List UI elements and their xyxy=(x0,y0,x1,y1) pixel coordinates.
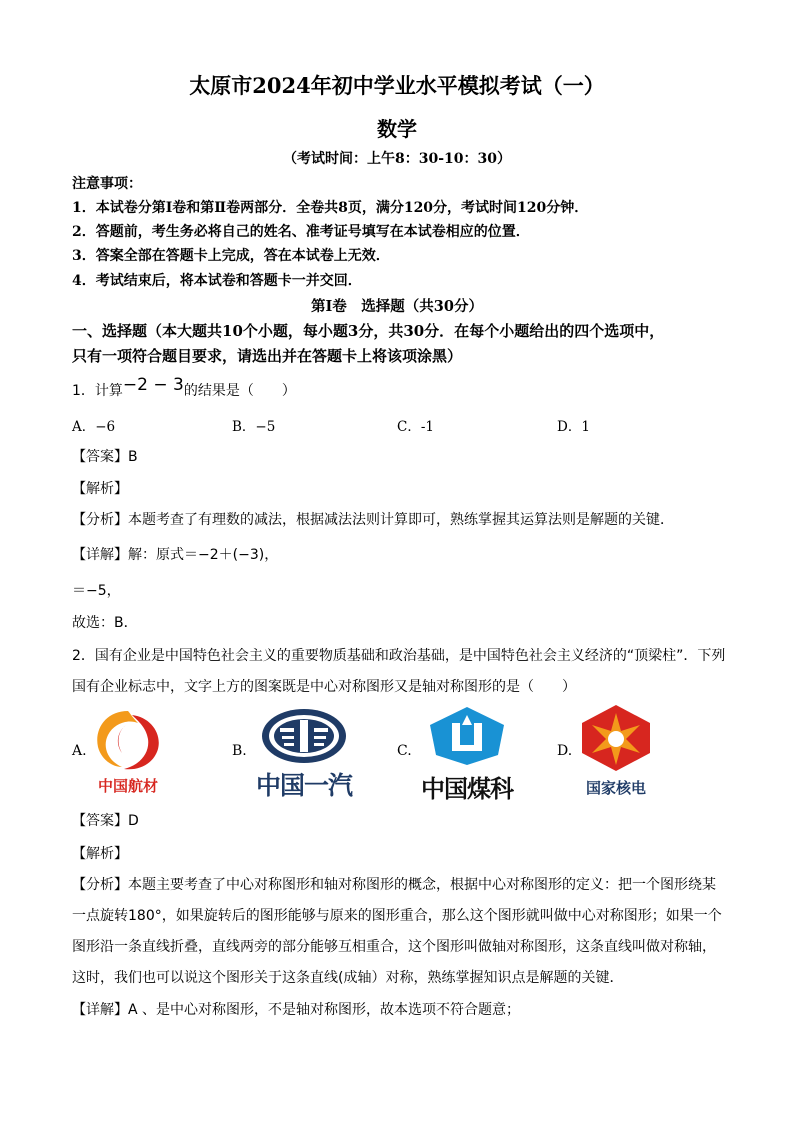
part1-heading: 第Ⅰ卷 选择题（共30分） xyxy=(311,298,483,315)
q1-detail: 故选：B． xyxy=(72,615,138,631)
q1-answer: 【答案】B xyxy=(72,449,138,465)
q1-fenxi: 【分析】本题考查了有理数的减法，根据减法法则计算即可，熟练掌握其运算法则是解题的关键． xyxy=(72,512,674,528)
zhongguo-hangcai-logo xyxy=(88,703,168,799)
q2-option-a-label: A. xyxy=(72,743,87,759)
q1-stem-prefix: 1．计算 xyxy=(72,383,123,399)
q1-expression: −2 − 3 xyxy=(122,375,184,395)
q1-analysis-heading: 【解析】 xyxy=(72,481,128,497)
q2-answer: 【答案】D xyxy=(72,813,139,829)
q2-logo-d-text: 国家核电 xyxy=(585,779,646,797)
q2-option-b-label: B. xyxy=(232,743,247,759)
q2-analysis-heading: 【解析】 xyxy=(72,846,128,862)
exam-time: （考试时间：上午8：30-10：30） xyxy=(283,151,511,167)
guojia-hedian-logo xyxy=(576,703,656,799)
meike-emblem-icon xyxy=(414,705,520,767)
q2-fenxi: 一点旋转180°，如果旋转后的图形能够与原来的图形重合，那么这个图形就叫做中心对称图形；如果一个 xyxy=(72,908,722,924)
exam-title: 太原市2024年初中学业水平模拟考试（一） xyxy=(189,73,605,98)
q2-fenxi: 图形沿一条直线折叠，直线两旁的部分能够互相重合，这个图形叫做轴对称图形，这条直线叫做对称轴， xyxy=(72,939,716,955)
notice-item: 2．答题前，考生务必将自己的姓名、准考证号填写在本试卷相应的位置． xyxy=(72,224,530,240)
q1-option-c: C．-1 xyxy=(397,419,434,435)
q1-stem xyxy=(72,375,734,400)
q2-option-c-label: C. xyxy=(397,743,412,759)
hedian-emblem-icon xyxy=(576,703,656,773)
notice-heading: 注意事项： xyxy=(72,176,142,192)
q2-stem: 国有企业标志中，文字上方的图案既是中心对称图形又是轴对称图形的是（ ） xyxy=(72,679,576,695)
notice-item: 1．本试卷分第Ⅰ卷和第Ⅱ卷两部分．全卷共8页，满分120分，考试时间120分钟． xyxy=(72,200,589,216)
q2-option-d-label: D. xyxy=(557,743,573,759)
q2-stem: 2．国有企业是中国特色社会主义的重要物质基础和政治基础，是中国特色社会主义经济的“顶梁柱”．下列 xyxy=(72,648,726,664)
q1-stem-suffix: 的结果是（ ） xyxy=(183,383,296,399)
q1-detail: ＝−5， xyxy=(72,583,121,599)
zhongguo-meike-logo xyxy=(414,705,520,803)
q2-detail: 【详解】A 、是中心对称图形，不是轴对称图形，故本选项不符合题意； xyxy=(72,1002,521,1018)
subject-title: 数学 xyxy=(377,117,417,141)
zhongguo-yiqi-logo xyxy=(250,706,358,798)
part1-instruction: 一、选择题（本大题共10个小题，每小题3分，共30分．在每个小题给出的四个选项中， xyxy=(72,322,665,340)
yiqi-emblem-icon xyxy=(250,706,358,766)
q1-option-d: D．1 xyxy=(557,419,590,435)
q2-fenxi: 这时，我们也可以说这个图形关于这条直线(成轴）对称，熟练掌握知识点是解题的关键． xyxy=(72,970,624,986)
q1-option-a: A．−6 xyxy=(72,419,116,435)
q2-logo-a-text: 中国航材 xyxy=(97,777,158,795)
notice-item: 3．答案全部在答题卡上完成，答在本试卷上无效． xyxy=(72,248,390,264)
q2-logo-c-text: 中国煤科 xyxy=(421,775,513,803)
q1-option-b: B．−5 xyxy=(232,419,276,435)
q2-logo-b-text: 中国一汽 xyxy=(255,771,352,800)
notice-item: 4．考试结束后，将本试卷和答题卡一并交回． xyxy=(72,273,362,289)
q2-fenxi: 【分析】本题主要考查了中心对称图形和轴对称图形的概念，根据中心对称图形的定义：把一个图形绕某 xyxy=(72,877,716,893)
q1-detail: 【详解】解：原式＝−2＋(−3)， xyxy=(72,547,279,563)
part1-instruction: 只有一项符合题目要求，请选出并在答题卡上将该项涂黑） xyxy=(72,347,463,365)
